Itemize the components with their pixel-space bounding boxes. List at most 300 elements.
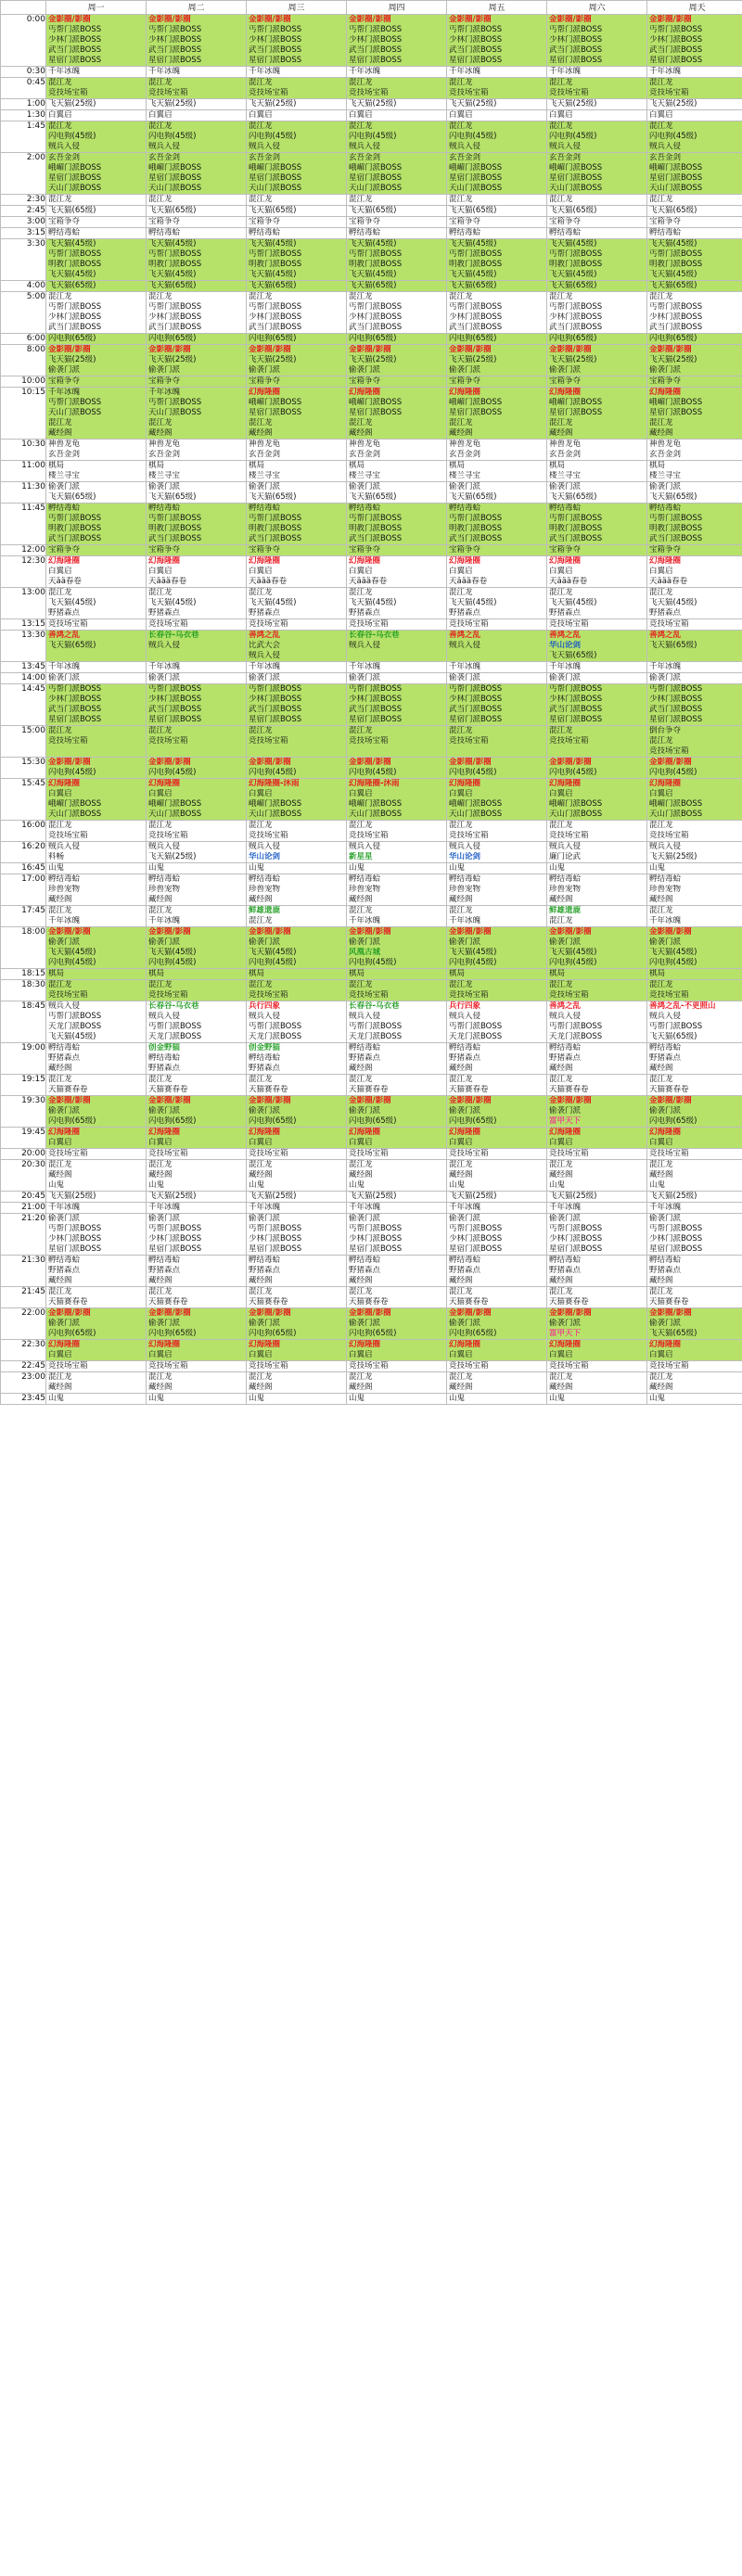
- event-label: 贼兵入侵: [148, 1012, 181, 1021]
- event-label: 丐帮门派BOSS: [349, 25, 403, 34]
- schedule-cell: [347, 376, 447, 388]
- event-label: 丐帮门派BOSS: [148, 302, 202, 312]
- schedule-cell: [46, 1361, 147, 1372]
- schedule-cell: [347, 281, 447, 292]
- event-label: 少林门派BOSS: [148, 312, 202, 322]
- event-label: 混江龙: [249, 121, 273, 131]
- event-label: 天猫赛春卷: [549, 1297, 589, 1307]
- schedule-cell: [46, 662, 147, 673]
- event-label: 混江龙: [449, 821, 473, 830]
- event-label: 峨嵋门派BOSS: [449, 163, 503, 172]
- event-label: 星宿门派BOSS: [449, 56, 503, 65]
- event-label: 藏经阁: [349, 895, 373, 904]
- event-label: 混江龙: [249, 1372, 273, 1382]
- event-label: 白翼启: [549, 789, 573, 798]
- schedule-cell: [647, 758, 742, 779]
- event-label: 孵结毒蛤: [549, 874, 582, 884]
- event-label: 闪电狗(65级): [48, 1329, 96, 1338]
- event-label: 武当门派BOSS: [48, 323, 102, 332]
- event-label: 天山门派BOSS: [48, 408, 102, 417]
- event-label: 孵结毒蛤: [349, 874, 381, 884]
- event-label: 星宿门派BOSS: [649, 715, 703, 724]
- event-label: 藏经阁: [349, 1383, 373, 1392]
- schedule-cell: [547, 1394, 647, 1405]
- event-label: 峨嵋门派BOSS: [349, 163, 403, 172]
- event-label: 混江龙: [148, 1287, 173, 1296]
- schedule-cell: [447, 121, 547, 153]
- event-label: 白翼启: [549, 110, 573, 120]
- schedule-cell: [647, 206, 742, 217]
- schedule-row: [1, 906, 742, 927]
- event-label: 混江龙: [349, 821, 373, 830]
- schedule-cell: [46, 684, 147, 726]
- event-label: 丐帮门派BOSS: [249, 514, 302, 523]
- event-label: 金影圈/影圈: [449, 758, 492, 767]
- event-label: 金影圈/影圈: [249, 758, 291, 767]
- event-label: 千年冰魄: [449, 662, 481, 671]
- schedule-cell: [647, 927, 742, 969]
- schedule-cell: [147, 545, 247, 556]
- schedule-cell: [247, 821, 347, 842]
- event-label: 神兽龙龟: [649, 440, 682, 449]
- time-label: 10:00: [1, 376, 46, 388]
- schedule-cell: [547, 726, 647, 758]
- schedule-cell: [647, 504, 742, 545]
- event-label: 闪电狗(45级): [249, 958, 297, 967]
- event-label: 宝箱争夺: [249, 376, 281, 386]
- event-label: 贼兵入侵: [349, 142, 381, 151]
- schedule-cell: [547, 1361, 647, 1372]
- event-label: 偷袭门派: [649, 365, 682, 375]
- event-label: 混江龙: [148, 588, 173, 597]
- event-label: 丐帮门派BOSS: [148, 398, 202, 407]
- event-label: 新星星: [349, 852, 373, 861]
- schedule-cell: [547, 1308, 647, 1340]
- event-label: 峨嵋门派BOSS: [249, 398, 302, 407]
- event-label: 混江龙: [549, 916, 573, 925]
- schedule-cell: [147, 292, 247, 334]
- schedule-cell: [247, 556, 347, 588]
- schedule-cell: [247, 376, 347, 388]
- schedule-row: [1, 1203, 742, 1214]
- event-label: 华山论剑: [449, 852, 481, 861]
- event-label: 山鬼: [249, 863, 265, 873]
- time-label: 10:30: [1, 440, 46, 461]
- schedule-cell: [46, 99, 147, 110]
- event-label: 棋局: [249, 969, 265, 978]
- event-label: 丐帮门派BOSS: [649, 514, 703, 523]
- event-label: 竞技场宝箱: [48, 1149, 88, 1158]
- time-label: 19:30: [1, 1096, 46, 1128]
- schedule-cell: [247, 15, 347, 67]
- event-label: 少林门派BOSS: [549, 695, 603, 704]
- schedule-cell: [147, 1361, 247, 1372]
- event-label: 山鬼: [48, 1394, 65, 1403]
- event-label: 混江龙: [249, 292, 273, 301]
- time-label: 2:45: [1, 206, 46, 217]
- time-label: 18:45: [1, 1001, 46, 1043]
- time-label: 20:45: [1, 1192, 46, 1203]
- event-label: 天äää春卷: [549, 577, 588, 586]
- event-label: 竞技场宝箱: [649, 88, 689, 97]
- event-label: 闪电狗(65级): [148, 1116, 197, 1126]
- schedule-row: [1, 874, 742, 906]
- schedule-cell: [247, 779, 347, 821]
- schedule-cell: [46, 334, 147, 345]
- event-label: 藏经阁: [549, 895, 573, 904]
- event-label: 白翼启: [148, 1138, 173, 1147]
- event-label: 偷袭门派: [249, 673, 281, 682]
- event-label: 贼兵入侵: [148, 842, 181, 851]
- schedule-cell: [247, 927, 347, 969]
- event-label: 飞天猫(65级): [349, 206, 397, 215]
- event-label: 玄吾金剑: [549, 153, 582, 162]
- event-label: 白翼启: [649, 1350, 673, 1359]
- event-label: 藏经阁: [249, 1383, 273, 1392]
- schedule-cell: [46, 1287, 147, 1308]
- event-label: 闪电狗(45级): [349, 958, 397, 967]
- event-label: 孵结毒蛤: [148, 228, 181, 237]
- event-label: 闪电狗(45级): [148, 768, 197, 777]
- schedule-cell: [547, 1128, 647, 1149]
- event-label: 飞天猫(65级): [148, 281, 197, 290]
- event-label: 贼兵入侵: [249, 1012, 281, 1021]
- time-label: 13:45: [1, 662, 46, 673]
- event-label: 白翼启: [349, 567, 373, 576]
- event-label: 白翼启: [449, 110, 473, 120]
- event-label: 飞天猫(25级): [148, 1192, 197, 1201]
- schedule-cell: [247, 863, 347, 874]
- event-label: 星宿门派BOSS: [48, 1244, 102, 1254]
- event-label: 武当门派BOSS: [449, 323, 503, 332]
- day-header-5: 周六: [547, 1, 647, 15]
- schedule-cell: [247, 1361, 347, 1372]
- event-label: 宝箱争夺: [349, 217, 381, 226]
- event-label: 少林门派BOSS: [549, 1234, 603, 1243]
- event-label: 明教门派BOSS: [148, 524, 202, 533]
- event-label: 飞天猫(25级): [349, 1192, 397, 1201]
- event-label: 楼兰寻宝: [148, 471, 181, 480]
- event-label: 金影圈/影圈: [649, 345, 692, 354]
- schedule-cell: [46, 874, 147, 906]
- event-label: 混江龙: [249, 916, 273, 925]
- event-label: 混江龙: [148, 906, 173, 915]
- event-label: 白翼启: [148, 1350, 173, 1359]
- event-label: 武当门派BOSS: [549, 705, 603, 714]
- event-label: 少林门派BOSS: [549, 35, 603, 45]
- event-label: 明教门派BOSS: [48, 260, 102, 269]
- event-label: 孵结毒蛤: [449, 1043, 481, 1052]
- event-label: 武当门派BOSS: [349, 45, 403, 55]
- time-label: 1:30: [1, 110, 46, 121]
- event-label: 混江龙: [148, 1160, 173, 1169]
- event-label: 偷袭门派: [649, 482, 682, 491]
- schedule-cell: [46, 631, 147, 662]
- event-label: 星宿门派BOSS: [449, 408, 503, 417]
- event-label: 竞技场宝箱: [649, 1361, 689, 1371]
- schedule-cell: [447, 969, 547, 980]
- event-label: 天山门派BOSS: [549, 184, 603, 193]
- event-label: 混江龙: [649, 1075, 673, 1084]
- schedule-cell: [647, 556, 742, 588]
- event-label: 廉门论武: [549, 852, 582, 861]
- event-label: 偷袭门派: [48, 1214, 81, 1223]
- event-label: 创金野猫: [148, 1043, 181, 1052]
- event-label: 丐帮门派BOSS: [449, 514, 503, 523]
- schedule-cell: [147, 927, 247, 969]
- event-label: 幻海隆圈: [249, 388, 281, 397]
- event-label: 白翼启: [249, 567, 273, 576]
- event-label: 混江龙: [549, 821, 573, 830]
- event-label: 混江龙: [649, 1160, 673, 1169]
- event-label: 混江龙: [349, 121, 373, 131]
- schedule-row: [1, 545, 742, 556]
- table-body: [1, 15, 742, 1405]
- event-label: 孵结毒蛤: [148, 874, 181, 884]
- event-label: 千年冰魄: [349, 1203, 381, 1212]
- schedule-cell: [46, 906, 147, 927]
- event-label: 藏经阁: [449, 1064, 473, 1073]
- event-label: 混江龙: [449, 121, 473, 131]
- schedule-cell: [447, 726, 547, 758]
- event-label: 白翼启: [649, 567, 673, 576]
- schedule-cell: [147, 217, 247, 228]
- event-label: 珍兽宠物: [649, 885, 682, 894]
- schedule-cell: [147, 1128, 247, 1149]
- schedule-cell: [247, 345, 347, 376]
- event-label: 藏经阁: [48, 1064, 72, 1073]
- event-label: 白翼启: [449, 567, 473, 576]
- event-label: 孵结毒蛤: [649, 1043, 682, 1052]
- event-label: 棋局: [349, 461, 365, 470]
- event-label: 山鬼: [549, 1180, 566, 1190]
- event-label: 山鬼: [449, 863, 466, 873]
- schedule-cell: [547, 1214, 647, 1256]
- event-label: 混江龙: [449, 1372, 473, 1382]
- event-label: 孵结毒蛤: [48, 874, 81, 884]
- schedule-cell: [647, 545, 742, 556]
- schedule-cell: [447, 1203, 547, 1214]
- event-label: 藏经阁: [148, 1170, 173, 1180]
- event-label: 孵结毒蛤: [649, 504, 682, 513]
- event-label: 千年冰魄: [249, 662, 281, 671]
- schedule-cell: [447, 1001, 547, 1043]
- event-label: 金影圈/影圈: [349, 1096, 391, 1105]
- event-label: 偷袭门派: [349, 673, 381, 682]
- event-label: 金影圈/影圈: [349, 15, 391, 24]
- event-label: 山鬼: [349, 1394, 365, 1403]
- event-label: 幻海隆圈: [148, 556, 181, 566]
- schedule-cell: [147, 758, 247, 779]
- day-header-1: 周二: [147, 1, 247, 15]
- schedule-cell: [46, 67, 147, 78]
- schedule-cell: [247, 906, 347, 927]
- schedule-cell: [347, 980, 447, 1001]
- event-label: 混江龙: [449, 906, 473, 915]
- time-label: 15:45: [1, 779, 46, 821]
- schedule-cell: [347, 206, 447, 217]
- event-label: 明教门派BOSS: [148, 260, 202, 269]
- event-label: 兵行四象: [449, 1001, 481, 1011]
- event-label: 少林门派BOSS: [549, 312, 603, 322]
- schedule-cell: [347, 504, 447, 545]
- event-label: 闪电狗(65级): [249, 1116, 297, 1126]
- event-label: 少林门派BOSS: [148, 695, 202, 704]
- event-label: 飞天猫(25级): [148, 99, 197, 108]
- event-label: 混江龙: [249, 588, 273, 597]
- schedule-cell: [547, 779, 647, 821]
- event-label: 藏经阁: [649, 1383, 673, 1392]
- time-label: 21:30: [1, 1256, 46, 1287]
- schedule-cell: [547, 110, 647, 121]
- event-label: 藏经阁: [649, 895, 673, 904]
- event-label: 料畅: [48, 852, 65, 861]
- event-label: 神兽龙龟: [148, 440, 181, 449]
- event-label: 飞天猫(45级): [148, 598, 197, 607]
- event-label: 混江龙: [649, 980, 673, 989]
- event-label: 混江龙: [449, 588, 473, 597]
- event-label: 混江龙: [249, 1287, 273, 1296]
- event-label: 混江龙: [449, 1160, 473, 1169]
- event-label: 飞天猫(45级): [449, 598, 497, 607]
- schedule-cell: [46, 1308, 147, 1340]
- schedule-cell: [547, 99, 647, 110]
- event-label: 竞技场宝箱: [48, 1361, 88, 1371]
- event-label: 偷袭门派: [48, 1106, 81, 1116]
- schedule-cell: [447, 1287, 547, 1308]
- event-label: 华山论剑: [549, 641, 582, 650]
- schedule-cell: [547, 376, 647, 388]
- event-label: 星宿门派BOSS: [649, 408, 703, 417]
- schedule-cell: [46, 779, 147, 821]
- event-label: 混江龙: [148, 1075, 173, 1084]
- schedule-cell: [147, 388, 247, 440]
- event-label: 藏经阁: [249, 1276, 273, 1285]
- schedule-cell: [46, 969, 147, 980]
- schedule-cell: [647, 842, 742, 863]
- schedule-row: [1, 821, 742, 842]
- schedule-cell: [347, 863, 447, 874]
- schedule-cell: [547, 1160, 647, 1192]
- time-label: 18:15: [1, 969, 46, 980]
- event-label: 武当门派BOSS: [649, 323, 703, 332]
- event-label: 飞天猫(65级): [649, 281, 697, 290]
- schedule-cell: [247, 334, 347, 345]
- schedule-cell: [547, 906, 647, 927]
- event-label: 混江龙: [449, 1075, 473, 1084]
- event-label: 藏经阁: [449, 1170, 473, 1180]
- schedule-cell: [647, 726, 742, 758]
- event-label: 丐帮门派BOSS: [549, 249, 603, 259]
- schedule-cell: [347, 874, 447, 906]
- time-label: 0:30: [1, 67, 46, 78]
- event-label: 天猫赛春卷: [649, 1297, 689, 1307]
- schedule-cell: [147, 726, 247, 758]
- event-label: 金影圈/影圈: [48, 345, 91, 354]
- event-label: 混江龙: [148, 195, 173, 204]
- schedule-cell: [447, 1128, 547, 1149]
- schedule-cell: [46, 1096, 147, 1128]
- event-label: 闪电狗(45级): [349, 132, 397, 141]
- event-label: 贼兵入侵: [349, 1012, 381, 1021]
- event-label: 珍兽宠物: [249, 885, 281, 894]
- event-label: 丐帮门派BOSS: [148, 249, 202, 259]
- schedule-cell: [347, 619, 447, 631]
- event-label: 闪电狗(45级): [649, 768, 697, 777]
- schedule-cell: [447, 1160, 547, 1192]
- schedule-cell: [46, 153, 147, 195]
- schedule-cell: [147, 440, 247, 461]
- event-label: 白翼启: [349, 1138, 373, 1147]
- event-label: 玄吾金剑: [48, 450, 81, 459]
- event-label: 长春谷-乌衣巷: [349, 1001, 400, 1011]
- event-label: 长春谷-乌衣巷: [349, 631, 400, 640]
- event-label: 千年冰魄: [649, 916, 682, 925]
- time-label: 12:00: [1, 545, 46, 556]
- schedule-cell: [547, 556, 647, 588]
- event-label: 金影圈/影圈: [349, 1308, 391, 1318]
- event-label: 混江龙: [649, 906, 673, 915]
- event-label: 武当门派BOSS: [249, 534, 302, 543]
- schedule-cell: [547, 228, 647, 239]
- event-label: 竞技场宝箱: [549, 88, 589, 97]
- event-label: 少林门派BOSS: [649, 695, 703, 704]
- time-label: 5:00: [1, 292, 46, 334]
- event-label: 偷袭门派: [249, 1214, 281, 1223]
- schedule-cell: [347, 673, 447, 684]
- schedule-row: [1, 206, 742, 217]
- event-label: 天龙门派BOSS: [249, 1032, 302, 1041]
- event-label: 野猪森点: [349, 1266, 381, 1275]
- schedule-cell: [147, 334, 247, 345]
- event-label: 幻海隆圈: [48, 1340, 81, 1349]
- schedule-cell: [147, 206, 247, 217]
- event-label: 峨嵋门派BOSS: [249, 163, 302, 172]
- event-label: 飞天猫(65级): [48, 492, 96, 502]
- event-label: 偷袭门派: [649, 673, 682, 682]
- event-label: 藏经阁: [649, 428, 673, 438]
- schedule-cell: [647, 376, 742, 388]
- event-label: 峨嵋门派BOSS: [449, 398, 503, 407]
- event-label: 山鬼: [148, 1394, 165, 1403]
- event-label: 混江龙: [249, 726, 273, 735]
- event-label: 幻海隆圈: [48, 779, 81, 788]
- event-label: 飞天猫(25级): [549, 99, 597, 108]
- event-label: 星宿门派BOSS: [349, 56, 403, 65]
- event-label: 闪电狗(45级): [148, 132, 197, 141]
- event-label: 星宿门派BOSS: [48, 715, 102, 724]
- event-label: 偷袭门派: [549, 937, 582, 947]
- event-label: 少林门派BOSS: [48, 312, 102, 322]
- schedule-cell: [347, 1043, 447, 1075]
- event-label: 棋局: [349, 969, 365, 978]
- schedule-cell: [46, 863, 147, 874]
- event-label: 竞技场宝箱: [349, 831, 389, 840]
- schedule-cell: [647, 1192, 742, 1203]
- event-label: 闪电狗(45级): [48, 768, 96, 777]
- event-label: 竞技场宝箱: [449, 88, 489, 97]
- event-label: 白翼启: [48, 1138, 72, 1147]
- schedule-cell: [547, 842, 647, 863]
- schedule-cell: [447, 1214, 547, 1256]
- event-label: 幻海隆圈: [349, 556, 381, 566]
- schedule-cell: [547, 874, 647, 906]
- schedule-cell: [347, 110, 447, 121]
- event-label: 金影圈/影圈: [649, 1096, 692, 1105]
- event-label: 金影圈/影圈: [148, 345, 191, 354]
- event-label: 天猫赛春卷: [48, 1085, 88, 1094]
- event-label: 偷袭门派: [48, 1319, 81, 1328]
